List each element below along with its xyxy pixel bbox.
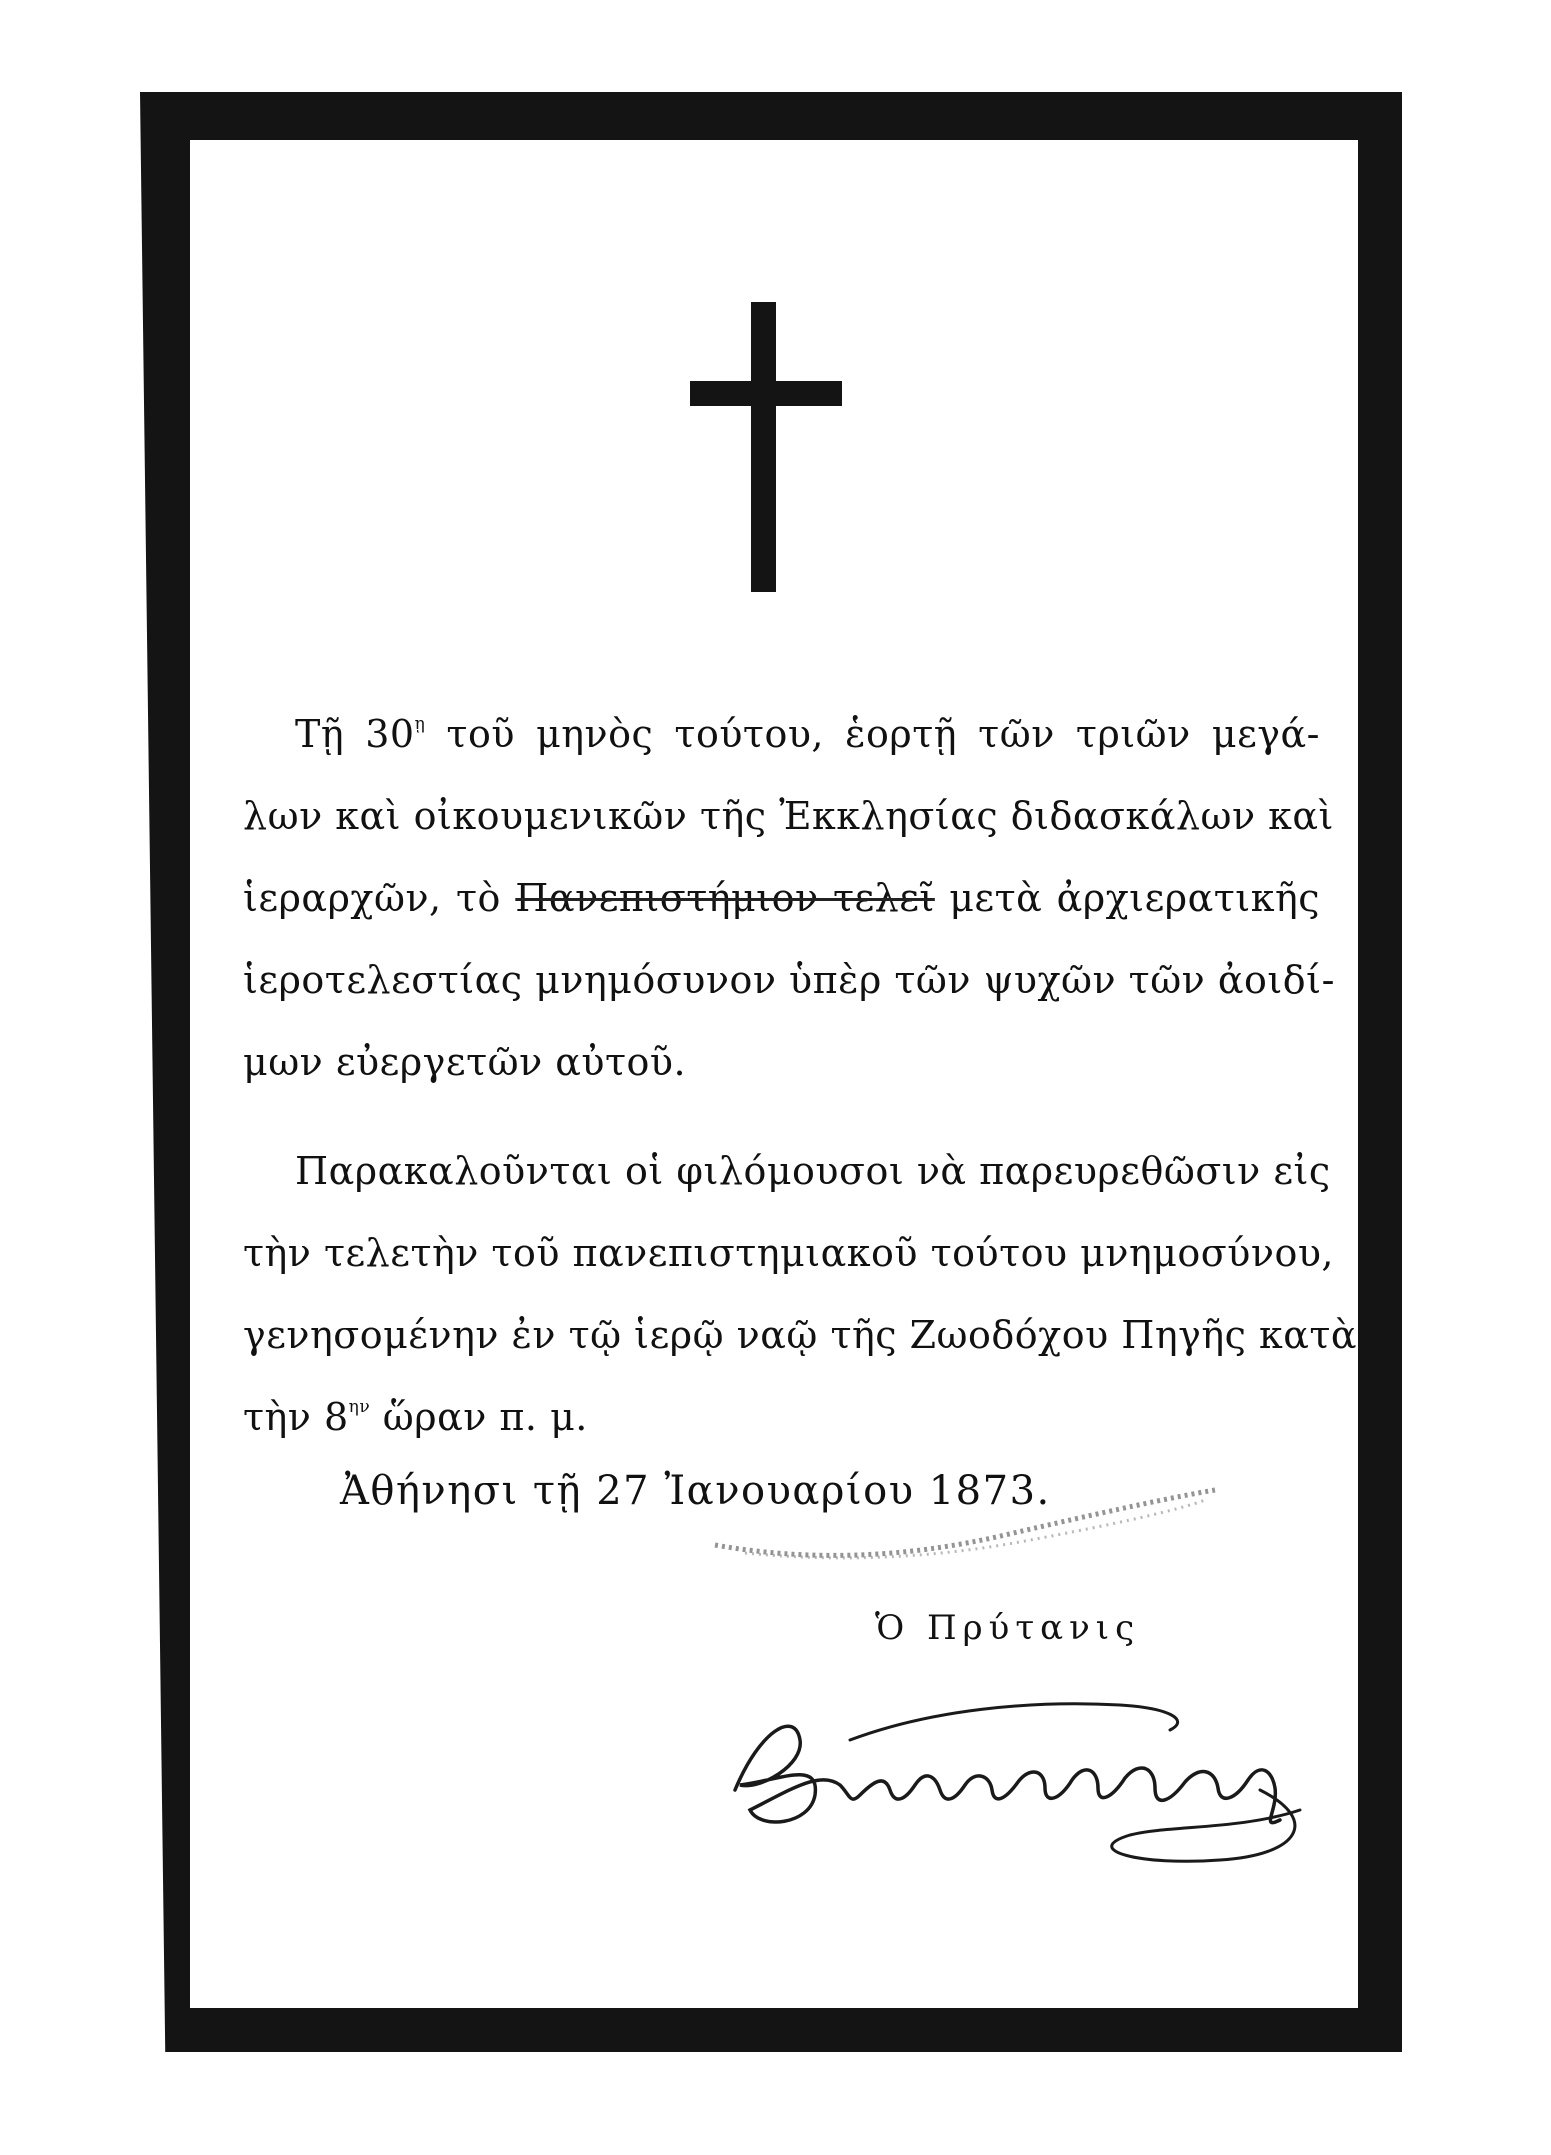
line-text: τοῦ μηνὸς τούτου, ἑορτῇ τῶν τριῶν μεγά- [425,712,1321,756]
signatory-title: Ὁ Πρύτανις [875,1608,1141,1648]
paragraph-line: γενησομένην ἐν τῷ ἱερῷ ναῷ τῆς Ζωοδόχου Πηγῆς κατὰ [243,1313,1358,1357]
paragraph-line: λων καὶ οἰκουμενικῶν τῆς Ἐκκλησίας διδασκάλων καὶ [243,794,1334,838]
paragraph-line: τὴν τελετὴν τοῦ πανεπιστημιακοῦ τούτου μνημοσύνου, [243,1231,1335,1275]
date-line: Ἀθήνησι τῇ 27 Ἰανουαρίου 1873. [340,1468,1051,1514]
paragraph-line: Παρακαλοῦνται οἱ φιλόμουσοι νὰ παρευρεθῶσιν εἰς [295,1149,1331,1193]
invitation-paragraph [243,1130,1358,1458]
paragraph-line: μων εὐεργετῶν αὐτοῦ. [243,1040,687,1084]
ordinal-suffix: ην [348,1397,371,1417]
struck-text: Πανεπιστήμιον τελεῖ [515,876,935,920]
paragraph-line [243,857,1320,939]
paragraph-line: ἱεροτελεστίας μνημόσυνον ὑπὲρ τῶν ψυχῶν τῶν ἀοιδί- [243,958,1335,1002]
ordinal-suffix: ῃ [414,714,426,734]
paragraph-line [243,693,1320,775]
line-text: τὴν 8 [243,1395,349,1439]
line-text: ὥραν π. μ. [370,1395,588,1439]
cross-horizontal-bar [690,381,842,406]
cross-icon [690,302,842,592]
line-text: μετὰ ἀρχιερατικῆς [934,876,1320,920]
line-text: Τῇ 30 [295,712,415,756]
paragraph-line [243,1376,1320,1458]
line-text: ἱεραρχῶν, τὸ [243,876,516,920]
handwritten-signature [700,1670,1360,1870]
announcement-paragraph [243,693,1335,1103]
cross-vertical-bar [751,302,776,592]
ink-smear [705,1475,1225,1565]
